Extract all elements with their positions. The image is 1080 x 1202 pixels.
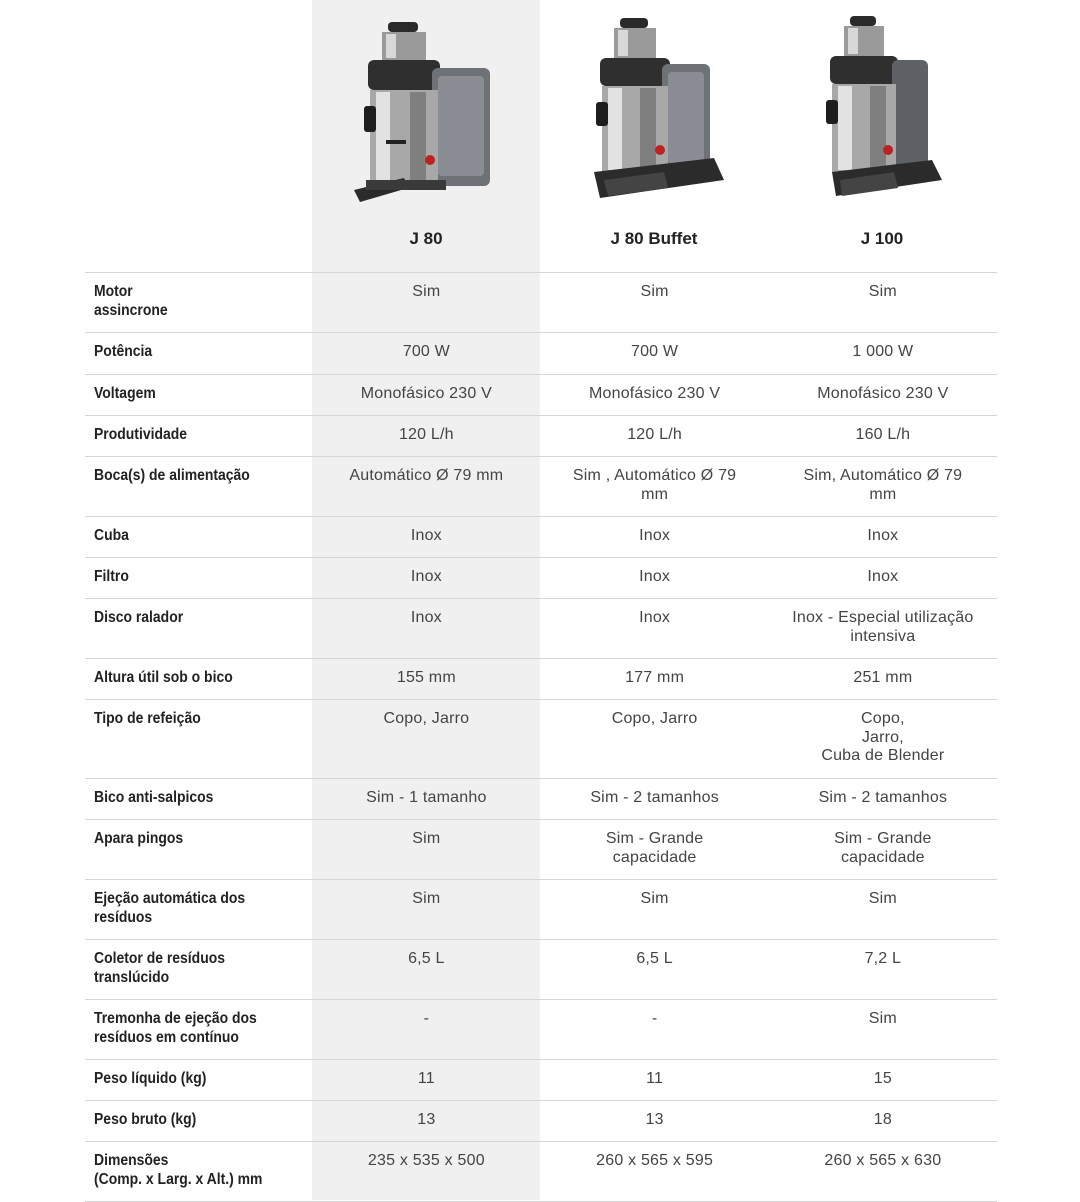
spec-value: Sim: [868, 1010, 897, 1027]
spec-label: Tremonha de ejeção dos resíduos em contínuo: [94, 1010, 257, 1046]
spec-row: [85, 940, 997, 1000]
spec-comparison-table: [85, 272, 997, 1202]
spec-value: Inox: [639, 609, 671, 626]
spec-label: Peso bruto (kg): [94, 1111, 197, 1128]
spec-label: Cuba: [94, 527, 129, 544]
product-name: J 100: [860, 229, 904, 248]
spec-value: Sim , Automático Ø 79 mm: [572, 467, 737, 503]
spec-row: [85, 779, 997, 820]
juicer-j80-buffet-image: [574, 10, 734, 210]
spec-value: 160 L/h: [855, 426, 911, 443]
spec-value: 120 L/h: [627, 426, 682, 443]
product-j100[interactable]: [768, 0, 996, 272]
spec-value: 1 000 W: [852, 343, 914, 360]
spec-label: Motor assincrone: [94, 283, 168, 319]
spec-row: [85, 599, 997, 659]
spec-label: Tipo de refeição: [94, 710, 201, 727]
spec-value: 13: [417, 1111, 436, 1128]
spec-value: Inox: [639, 568, 671, 585]
spec-value: 13: [645, 1111, 664, 1128]
spec-value: Sim: [412, 890, 441, 907]
spec-value: Automático Ø 79 mm: [349, 467, 504, 484]
spec-value: Inox: [410, 609, 442, 626]
spec-label: Potência: [94, 343, 153, 360]
spec-label: Apara pingos: [94, 830, 184, 847]
spec-value: 155 mm: [396, 669, 456, 686]
spec-value: Monofásico 230 V: [588, 385, 721, 402]
product-j80[interactable]: [312, 0, 540, 272]
spec-row: [85, 558, 997, 599]
spec-value: Sim - Grande capacidade: [605, 830, 704, 866]
spec-value: 251 mm: [853, 669, 913, 686]
spec-row: [85, 1142, 997, 1202]
spec-value: Sim: [868, 890, 897, 907]
spec-value: 120 L/h: [398, 426, 454, 443]
spec-value: Inox: [867, 527, 899, 544]
spec-value: Sim - 2 tamanhos: [590, 789, 719, 806]
spec-row: [85, 700, 997, 779]
spec-value: -: [423, 1010, 430, 1027]
spec-row: [85, 880, 997, 940]
spec-value: 700 W: [402, 343, 450, 360]
spec-value: Copo, Jarro: [383, 710, 470, 727]
spec-row: [85, 659, 997, 700]
spec-value: 235 x 535 x 500: [367, 1152, 485, 1169]
spec-value: Copo, Jarro: [611, 710, 698, 727]
spec-label: Altura útil sob o bico: [94, 669, 233, 686]
spec-value: 260 x 565 x 630: [824, 1152, 942, 1169]
spec-value: -: [651, 1010, 658, 1027]
spec-label: Produtividade: [94, 426, 188, 443]
spec-value: Sim: [640, 283, 669, 300]
spec-value: 18: [873, 1111, 892, 1128]
spec-value: Copo, Jarro, Cuba de Blender: [821, 710, 945, 764]
spec-row: [85, 820, 997, 880]
spec-value: Inox: [410, 527, 442, 544]
spec-value: Inox - Especial utilização intensiva: [792, 609, 974, 645]
spec-label: Coletor de resíduos translúcido: [94, 950, 226, 986]
spec-value: 7,2 L: [864, 950, 902, 967]
spec-label: Bico anti-salpicos: [94, 789, 214, 806]
spec-label: Voltagem: [94, 385, 156, 402]
spec-value: 11: [646, 1070, 664, 1087]
spec-label: Ejeção automática dos resíduos: [94, 890, 246, 926]
spec-label: Disco ralador: [94, 609, 184, 626]
spec-value: 15: [873, 1070, 892, 1087]
spec-value: Monofásico 230 V: [817, 385, 949, 402]
spec-value: Sim, Automático Ø 79 mm: [803, 467, 963, 503]
product-j80-buffet[interactable]: [540, 0, 768, 272]
spec-row: [85, 416, 997, 457]
spec-row: [85, 273, 997, 333]
spec-value: 6,5 L: [408, 950, 445, 967]
spec-value: Sim: [640, 890, 669, 907]
spec-value: 6,5 L: [636, 950, 673, 967]
spec-label: Boca(s) de alimentação: [94, 467, 250, 484]
spec-value: Sim - 1 tamanho: [366, 789, 487, 806]
spec-row: [85, 375, 997, 416]
product-name: J 80 Buffet: [610, 229, 698, 248]
spec-label: Dimensões (Comp. x Larg. x Alt.) mm: [94, 1152, 263, 1188]
spec-label: Filtro: [94, 568, 129, 585]
spec-value: Monofásico 230 V: [360, 385, 492, 402]
spec-row: [85, 1000, 997, 1060]
spec-value: Inox: [867, 568, 899, 585]
product-name: J 80: [409, 229, 443, 248]
spec-row: [85, 1060, 997, 1101]
spec-value: 177 mm: [625, 669, 685, 686]
spec-row: [85, 517, 997, 558]
spec-label: Peso líquido (kg): [94, 1070, 207, 1087]
juicer-j100-image: [802, 10, 962, 210]
spec-row: [85, 457, 997, 517]
spec-value: 700 W: [630, 343, 679, 360]
spec-row: [85, 333, 997, 375]
product-header: [312, 0, 996, 272]
spec-value: 260 x 565 x 595: [596, 1152, 714, 1169]
spec-value: Sim: [412, 830, 441, 847]
spec-value: Sim: [868, 283, 897, 300]
spec-value: 11: [417, 1070, 435, 1087]
spec-value: Inox: [639, 527, 671, 544]
spec-row: [85, 1101, 997, 1142]
spec-value: Sim - 2 tamanhos: [818, 789, 948, 806]
spec-value: Sim - Grande capacidade: [834, 830, 932, 866]
spec-value: Inox: [410, 568, 442, 585]
juicer-j80-image: [346, 10, 506, 210]
spec-value: Sim: [412, 283, 441, 300]
